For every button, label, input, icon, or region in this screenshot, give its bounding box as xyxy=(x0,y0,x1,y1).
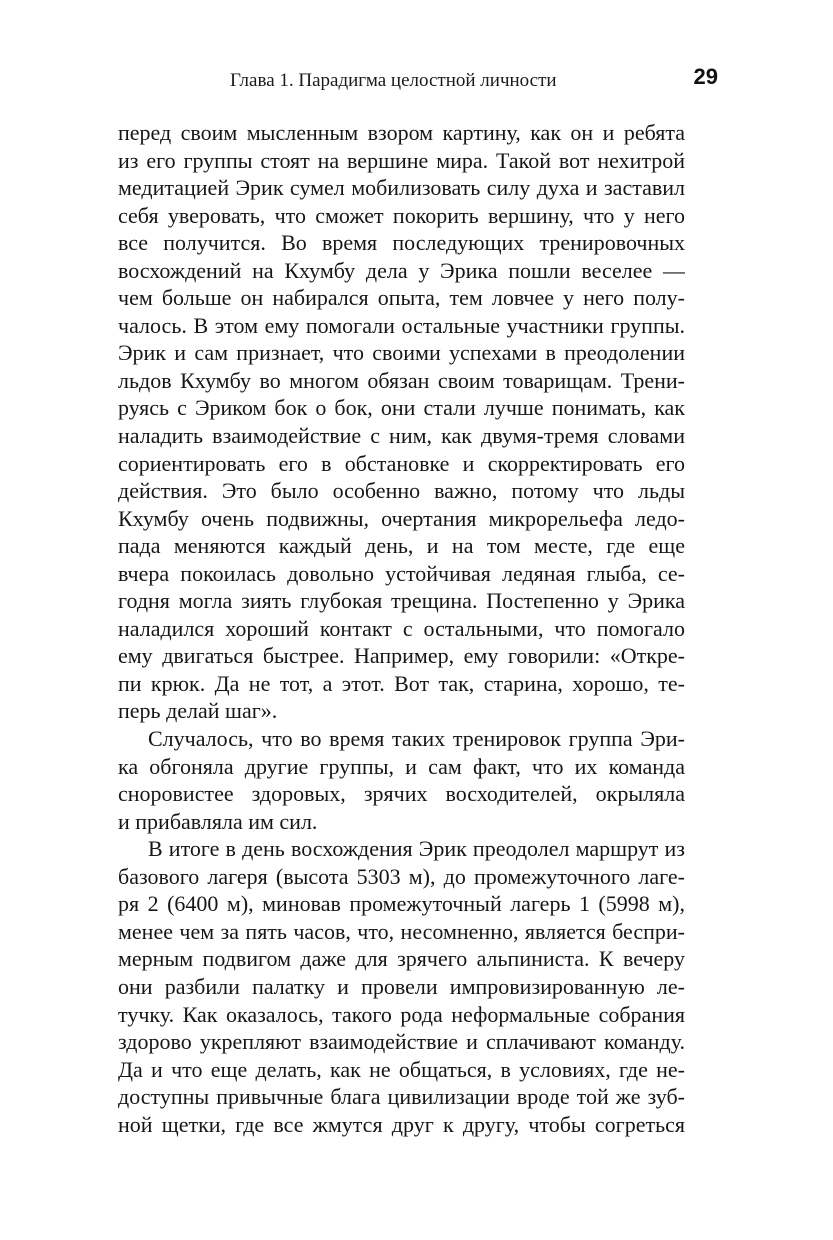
text-line: Кхумбу очень подвижны, очертания микрорельефа ледо- xyxy=(118,505,685,531)
text-line: тучку. Как оказалось, такого рода неформальные собрания xyxy=(118,1001,685,1027)
text-line: себя уверовать, что сможет покорить вершину, что у него xyxy=(118,202,685,228)
text-line: пада меняются каждый день, и на том месте, где еще xyxy=(118,533,685,559)
text-line: ря 2 (6400 м), миновав промежуточный лагерь 1 (5998 м), xyxy=(118,891,685,917)
text-line: они разбили палатку и провели импровизированную ле- xyxy=(118,973,685,999)
text-line: перед своим мысленным взором картину, как он и ребята xyxy=(118,120,685,145)
text-line: льдов Кхумбу во многом обязан своим товарищам. Трени- xyxy=(118,367,685,393)
text-line: медитацией Эрик сумел мобилизовать силу духа и заставил xyxy=(118,175,685,201)
text-line: действия. Это было особенно важно, потому что льды xyxy=(118,478,685,504)
text-line: ему двигаться быстрее. Например, ему говорили: «Откре- xyxy=(118,643,685,669)
text-line: наладить взаимодействие с ним, как двумя-тремя словами xyxy=(118,423,685,449)
text-line: Да и что еще делать, как не общаться, в условиях, где не- xyxy=(118,1056,685,1082)
text-line: сориентировать его в обстановке и скорректировать его xyxy=(118,450,685,476)
text-line: руясь с Эриком бок о бок, они стали лучше понимать, как xyxy=(118,395,685,421)
text-line: чем больше он набирался опыта, тем ловчее у него полу- xyxy=(118,285,685,311)
text-line: здорово укрепляют взаимодействие и сплачивают команду. xyxy=(118,1029,685,1055)
text-line: пи крюк. Да не тот, а этот. Вот так, старина, хорошо, те- xyxy=(118,670,685,696)
page-number: 29 xyxy=(693,64,718,89)
text-line: из его группы стоят на вершине мира. Такой вот нехитрой xyxy=(118,147,685,173)
text-line: ной щетки, где все жмутся друг к другу, чтобы согреться xyxy=(118,1111,685,1137)
text-line: базового лагеря (высота 5303 м), до промежуточного лаге- xyxy=(118,863,685,889)
text-line: вчера покоилась довольно устойчивая ледяная глыба, се- xyxy=(118,560,685,586)
text-line: менее чем за пять часов, что, несомненно, является беспри- xyxy=(118,918,685,944)
body-text xyxy=(118,119,685,1138)
running-head xyxy=(118,66,718,96)
text-line: Эрик и сам признает, что своими успехами в преодолении xyxy=(118,340,685,366)
text-line: перь делай шаг». xyxy=(118,698,278,724)
text-line: мерным подвигом даже для зрячего альпиниста. К вечеру xyxy=(118,946,685,972)
text-line: наладился хороший контакт с остальными, что помогало xyxy=(118,615,685,641)
text-line: сноровистее здоровых, зрячих восходителей, окрыляла xyxy=(118,781,685,807)
text-line: годня могла зиять глубокая трещина. Постепенно у Эрика xyxy=(118,588,685,614)
text-line: и прибавляла им сил. xyxy=(118,808,318,834)
text-line: В итоге в день восхождения Эрик преодолел маршрут из xyxy=(148,836,685,862)
text-line: восхождений на Кхумбу дела у Эрика пошли веселее — xyxy=(118,257,685,283)
text-line: ка обгоняла другие группы, и сам факт, что их команда xyxy=(118,753,685,779)
text-line: чалось. В этом ему помогали остальные участники группы. xyxy=(118,312,685,338)
text-line: Случалось, что во время таких тренировок группа Эри- xyxy=(148,726,685,752)
text-line: доступны привычные блага цивилизации вроде той же зуб- xyxy=(118,1084,685,1110)
chapter-title: Глава 1. Парадигма целостной личности xyxy=(230,70,557,91)
text-line: все получится. Во время последующих тренировочных xyxy=(118,230,685,256)
